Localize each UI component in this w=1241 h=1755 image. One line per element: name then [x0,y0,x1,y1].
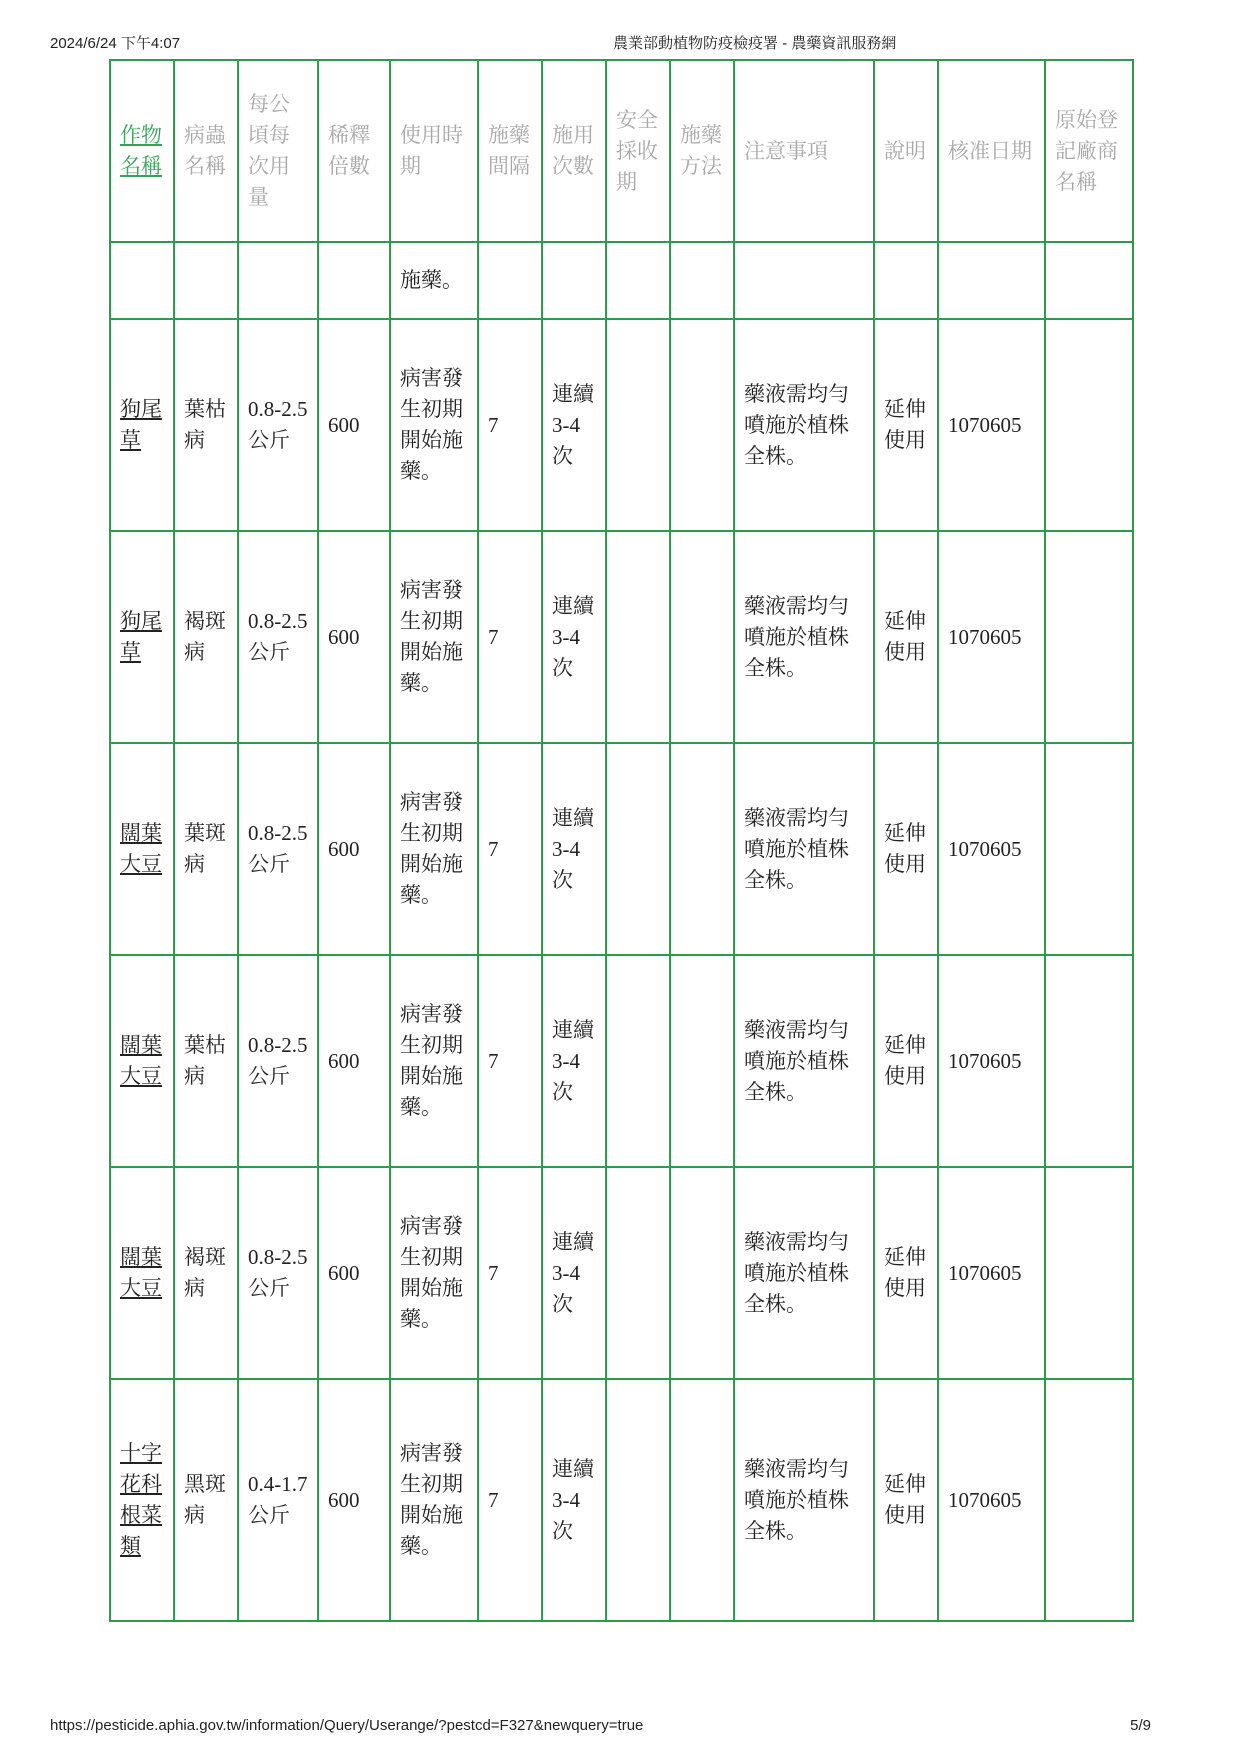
cell-times: 連續3-4次 [542,743,606,955]
cell-remark: 延伸使用 [874,319,938,531]
cell-method [670,319,734,531]
cell-notes: 藥液需均勻噴施於植株全株。 [734,531,874,743]
cell-phi [606,743,670,955]
column-header-phi: 安全採收期 [606,60,670,242]
cell-method [670,531,734,743]
column-header-notes: 注意事項 [734,60,874,242]
cell-dosage: 0.8-2.5公斤 [238,955,318,1167]
cell-times: 連續3-4次 [542,1167,606,1379]
cell-notes: 藥液需均勻噴施於植株全株。 [734,743,874,955]
column-header-times: 施用次數 [542,60,606,242]
print-datetime: 2024/6/24 下午4:07 [50,35,181,52]
cell-registrant [1045,531,1133,743]
crop-link[interactable]: 闊葉大豆 [110,955,174,1167]
cell-phi [606,1167,670,1379]
table-row [110,955,1133,1167]
cell-date: 1070605 [938,319,1045,531]
cell-interval: 7 [478,531,542,743]
cell-registrant [1045,319,1133,531]
cell-times: 連續3-4次 [542,319,606,531]
cell-notes: 藥液需均勻噴施於植株全株。 [734,955,874,1167]
cell-dosage: 0.8-2.5公斤 [238,319,318,531]
cell-dosage: 0.4-1.7公斤 [238,1379,318,1621]
cell-dosage: 0.8-2.5公斤 [238,531,318,743]
column-header-pest: 病蟲名稱 [174,60,238,242]
cell-method [670,743,734,955]
table-row-continuation [110,242,1133,319]
cell-date: 1070605 [938,531,1045,743]
crop-link[interactable]: 闊葉大豆 [110,1167,174,1379]
cell-method [670,1167,734,1379]
column-header-crop-sort-link[interactable]: 作物名稱 [110,60,174,242]
table-row [110,743,1133,955]
cell-times: 連續3-4次 [542,1379,606,1621]
cell-registrant [1045,1379,1133,1621]
cell-timing: 病害發生初期開始施藥。 [390,743,478,955]
print-footer [50,1717,1191,1739]
crop-link[interactable]: 十字花科根菜類 [110,1379,174,1621]
cell-pest: 褐斑病 [174,531,238,743]
cell-times [542,242,606,319]
column-header-registrant: 原始登記廠商名稱 [1045,60,1133,242]
cell-remark: 延伸使用 [874,1379,938,1621]
table-header-row [110,60,1133,242]
cell-phi [606,242,670,319]
crop-link[interactable]: 狗尾草 [110,531,174,743]
page-number: 5/9 [1130,1717,1151,1734]
cell-interval: 7 [478,319,542,531]
cell-notes: 藥液需均勻噴施於植株全株。 [734,319,874,531]
crop-link[interactable]: 狗尾草 [110,319,174,531]
cell-dilution: 600 [318,955,390,1167]
cell-notes: 藥液需均勻噴施於植株全株。 [734,1167,874,1379]
cell-interval: 7 [478,1167,542,1379]
column-header-dilution: 稀釋倍數 [318,60,390,242]
site-title: 農業部動植物防疫檢疫署 - 農藥資訊服務網 [613,35,897,52]
cell-timing: 病害發生初期開始施藥。 [390,1167,478,1379]
cell-notes: 藥液需均勻噴施於植株全株。 [734,1379,874,1621]
crop-link[interactable]: 闊葉大豆 [110,743,174,955]
cell-registrant [1045,1167,1133,1379]
cell-pest: 葉枯病 [174,319,238,531]
cell-phi [606,531,670,743]
cell-notes [734,242,874,319]
column-header-method: 施藥方法 [670,60,734,242]
column-header-dosage: 每公頃每次用量 [238,60,318,242]
cell-timing: 施藥。 [390,242,478,319]
cell-interval: 7 [478,955,542,1167]
cell-date: 1070605 [938,1379,1045,1621]
cell-timing: 病害發生初期開始施藥。 [390,531,478,743]
cell-times: 連續3-4次 [542,955,606,1167]
cell-phi [606,1379,670,1621]
cell-crop [110,242,174,319]
print-header [50,32,1191,54]
cell-interval [478,242,542,319]
cell-phi [606,955,670,1167]
cell-dosage [238,242,318,319]
cell-interval: 7 [478,1379,542,1621]
cell-method [670,955,734,1167]
cell-pest: 葉斑病 [174,743,238,955]
cell-timing: 病害發生初期開始施藥。 [390,1379,478,1621]
cell-remark: 延伸使用 [874,531,938,743]
column-header-interval: 施藥間隔 [478,60,542,242]
cell-method [670,1379,734,1621]
cell-date: 1070605 [938,1167,1045,1379]
cell-dosage: 0.8-2.5公斤 [238,1167,318,1379]
cell-times: 連續3-4次 [542,531,606,743]
cell-pest [174,242,238,319]
table-row [110,531,1133,743]
cell-dosage: 0.8-2.5公斤 [238,743,318,955]
cell-remark: 延伸使用 [874,955,938,1167]
cell-remark: 延伸使用 [874,1167,938,1379]
cell-timing: 病害發生初期開始施藥。 [390,319,478,531]
cell-dilution: 600 [318,1379,390,1621]
cell-dilution: 600 [318,531,390,743]
column-header-timing: 使用時期 [390,60,478,242]
cell-pest: 黑斑病 [174,1379,238,1621]
cell-dilution: 600 [318,743,390,955]
table-row [110,1167,1133,1379]
cell-registrant [1045,242,1133,319]
cell-date [938,242,1045,319]
cell-interval: 7 [478,743,542,955]
column-header-remark: 說明 [874,60,938,242]
table-row [110,1379,1133,1621]
table-row [110,319,1133,531]
cell-timing: 病害發生初期開始施藥。 [390,955,478,1167]
column-header-approval-date: 核准日期 [938,60,1045,242]
cell-date: 1070605 [938,743,1045,955]
cell-remark [874,242,938,319]
cell-dilution: 600 [318,1167,390,1379]
cell-date: 1070605 [938,955,1045,1167]
cell-registrant [1045,743,1133,955]
page-url: https://pesticide.aphia.gov.tw/information/Query/Userange/?pestcd=F327&newquery=true [50,1717,644,1734]
cell-dilution: 600 [318,319,390,531]
cell-pest: 葉枯病 [174,955,238,1167]
cell-dilution [318,242,390,319]
cell-remark: 延伸使用 [874,743,938,955]
usage-table [109,59,1134,1622]
cell-phi [606,319,670,531]
cell-pest: 褐斑病 [174,1167,238,1379]
cell-registrant [1045,955,1133,1167]
cell-method [670,242,734,319]
